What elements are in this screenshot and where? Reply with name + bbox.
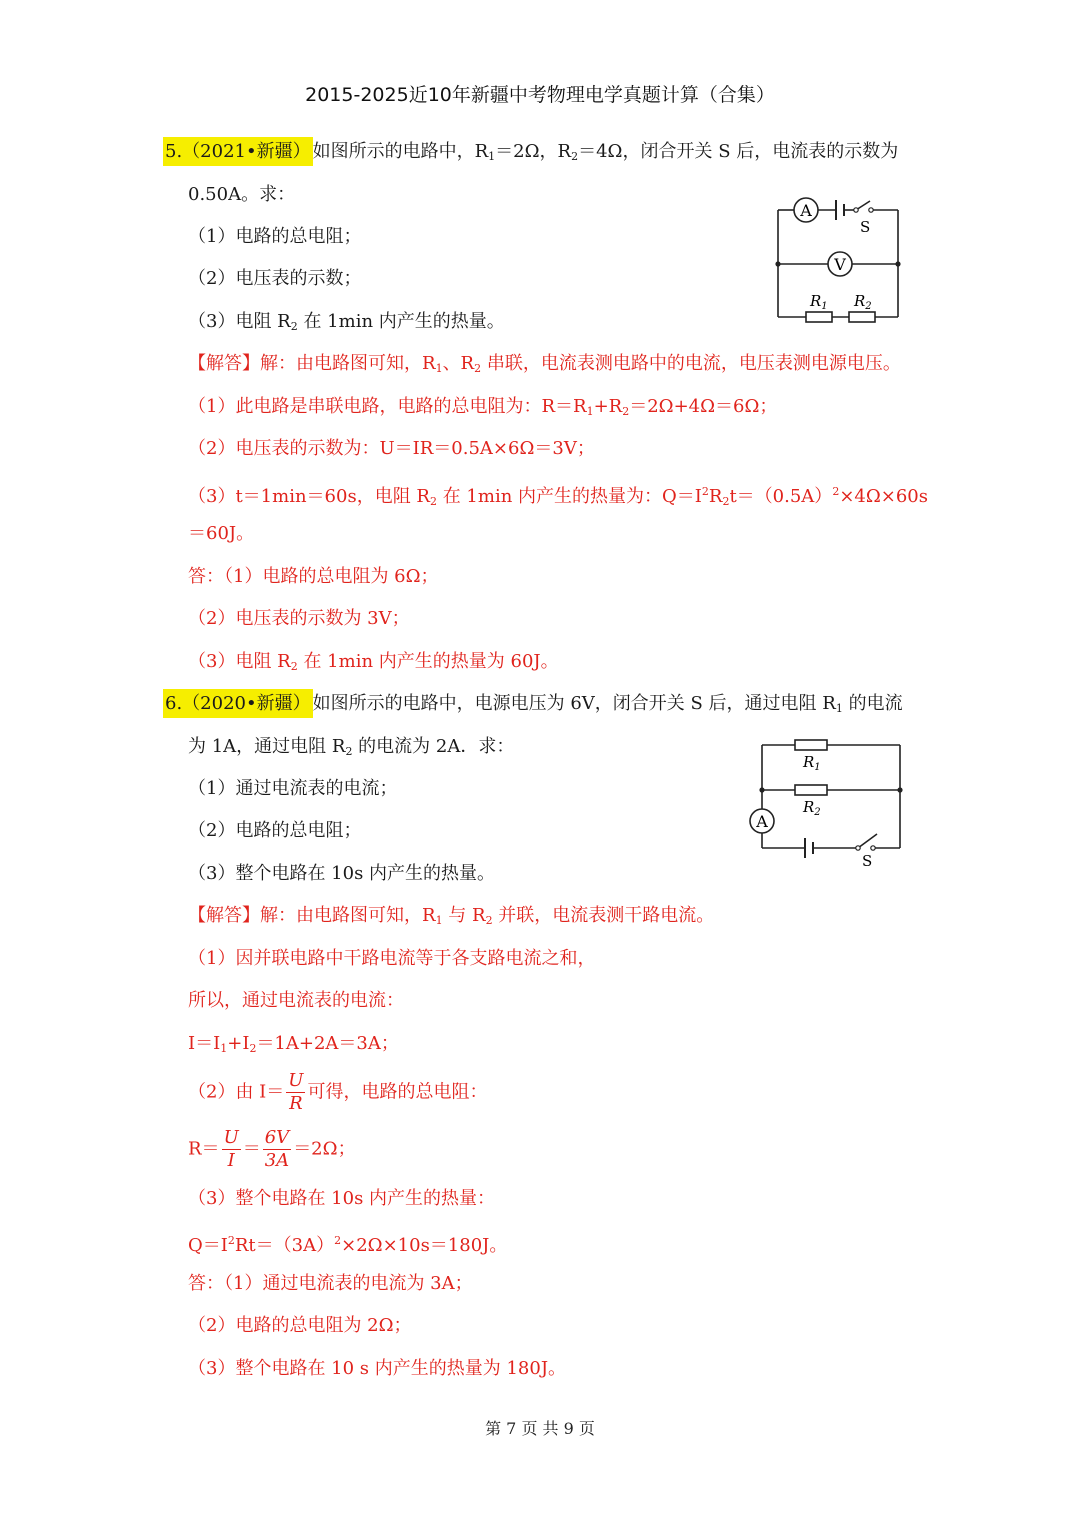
q6-circuit-diagram [745, 735, 915, 870]
q6-ask-1: （1）通过电流表的电流； [188, 778, 398, 799]
q5-solution-step-3: （3）t＝1min＝60s，电阻 $R_2$ 在 1min 内产生的热量为：$Q=I^2R_2t=(0.5A)^2\times 4\Omega\times 60s$ [188, 485, 928, 508]
q5-fig-r1-label: $R_1$ [810, 292, 828, 312]
q6-solution-step-1-equation: $I=I_1+I_2=1A+2A=3A$； [188, 1033, 399, 1055]
q5-solution-step-1: （1）此电路是串联电路，电路的总电阻为：$R=R_1+R_2=2\Omega+4\Omega=6\Omega$； [188, 396, 778, 418]
q6-source-tag: 6.（2020•新疆） [163, 689, 313, 718]
q6-solution-step-2-equation: R＝ $\frac{U}{I}$ ＝ $\frac{6V}{3A}$ ＝2Ω； [188, 1127, 356, 1171]
q5-answer-3: （3）电阻 $R_2$ 在 1min 内产生的热量为 60J。 [188, 651, 559, 673]
q6-ask-3: （3）整个电路在 10s 内产生的热量。 [188, 863, 496, 884]
ohms-law-fraction: $\frac{U}{R}$ [288, 1070, 304, 1114]
q6-answer-1: 答：（1）通过电流表的电流为 3A； [188, 1273, 473, 1294]
q5-solution-step-2: （2）电压表的示数为：U＝IR＝0.5A×6Ω＝3V； [188, 438, 595, 459]
q5-solution-intro: 【解答】解：由电路图可知，$R_1$、$R_2$ 串联，电流表测电路中的电流，电压表测电源电压。 [188, 353, 901, 375]
q6-stem-line2: 为 1A，通过电阻 $R_2$ 的电流为 2A．求： [188, 736, 515, 758]
q5-answer-2: （2）电压表的示数为 3V； [188, 608, 410, 629]
q6-answer-3: （3）整个电路在 10 s 内产生的热量为 180J。 [188, 1358, 567, 1379]
q5-source-tag: 5.（2021•新疆） [163, 137, 313, 166]
page-header-title: 2015-2025近10年新疆中考物理电学真题计算（合集） [305, 84, 775, 106]
q6-ask-2: （2）电路的总电阻； [188, 820, 362, 841]
q6-fig-ammeter-label: A [756, 812, 768, 831]
q6-solution-step-3-equation: $Q=I^2Rt=(3A)^2\times 2\Omega\times 10s=180J$。 [188, 1234, 508, 1256]
q5-ask-1: （1）电路的总电阻； [188, 226, 362, 247]
q6-fig-r1-label: $R_1$ [803, 753, 821, 773]
q5-ask-3: （3）电阻 $R_2$ 在 1min 内产生的热量。 [188, 311, 505, 333]
q6-stem-line1: 6.（2020•新疆） 如图所示的电路中，电源电压为 6V，闭合开关 S 后，通过电阻 $R_1$ 的电流 [163, 691, 903, 722]
q6-solution-step-1-line2: 所以，通过电流表的电流： [188, 990, 404, 1011]
q5-stem-line1: 5.（2021•新疆） 如图所示的电路中，$R_1=2\Omega$，$R_2=4\Omega$，闭合开关 S 后，电流表的示数为 [163, 139, 898, 170]
q5-ask-2: （2）电压表的示数； [188, 268, 362, 289]
q6-solution-step-1: （1）因并联电路中干路电流等于各支路电流之和， [188, 948, 596, 969]
q6-solution-intro: 【解答】解：由电路图可知，$R_1$ 与 $R_2$ 并联，电流表测干路电流。 [188, 905, 715, 927]
q6-answer-2: （2）电路的总电阻为 2Ω； [188, 1315, 412, 1336]
q5-fig-ammeter-label: A [800, 201, 812, 220]
q5-fig-voltmeter-label: V [834, 255, 846, 274]
q5-stem-line2: 0.50A。求： [188, 184, 296, 205]
q5-solution-step-3-result: ＝60J。 [188, 523, 255, 544]
u-over-i-fraction: $\frac{U}{I}$ [223, 1127, 239, 1171]
q5-fig-r2-label: $R_2$ [854, 292, 872, 312]
q5-answer-1: 答：（1）电路的总电阻为 6Ω； [188, 566, 439, 587]
page-footer-number: 第 7 页 共 9 页 [485, 1419, 595, 1438]
q6-fig-switch-label: S [862, 852, 873, 870]
q5-circuit-diagram [770, 190, 910, 326]
q6-solution-step-3: （3）整个电路在 10s 内产生的热量： [188, 1188, 496, 1209]
q5-fig-switch-label: S [860, 218, 871, 236]
6v-over-3a-fraction: $\frac{6V}{3A}$ [264, 1127, 290, 1171]
q6-solution-step-2: （2）由 I＝ $\frac{U}{R}$ 可得，电路的总电阻： [188, 1070, 488, 1114]
q6-fig-r2-label: $R_2$ [803, 798, 821, 818]
